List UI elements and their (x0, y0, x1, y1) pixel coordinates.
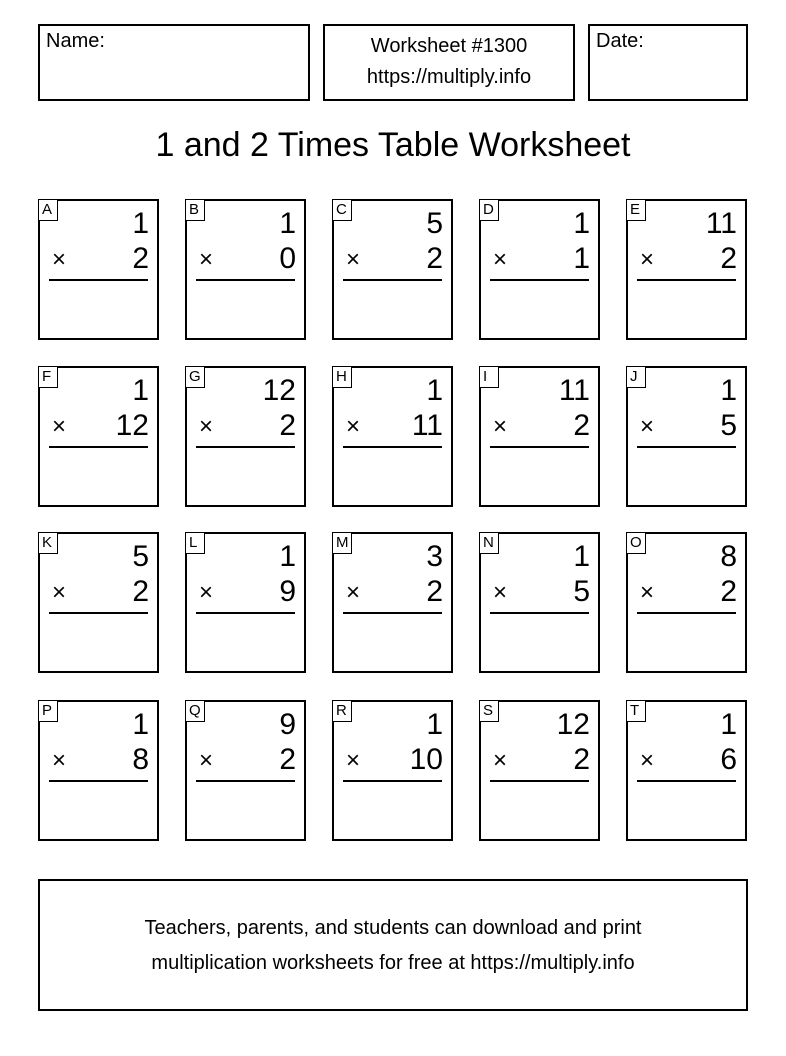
problem-card (479, 199, 600, 340)
problem-letter: N (479, 532, 499, 554)
problem-multiplier: 2 (132, 575, 149, 608)
problem-card (185, 199, 306, 340)
problem-multiplicand: 12 (556, 708, 590, 741)
problem-multiplicand: 3 (426, 540, 443, 573)
problem-multiplicand: 9 (279, 708, 296, 741)
problem-multiplier: 9 (279, 575, 296, 608)
problem-multiplier: 6 (720, 743, 737, 776)
problem-card (185, 366, 306, 507)
problem-letter: F (38, 366, 58, 388)
problem-card (626, 366, 747, 507)
answer-line (490, 279, 589, 281)
worksheet-info-box (323, 24, 575, 101)
problem-multiplicand: 11 (705, 207, 737, 240)
problem-letter: E (626, 199, 646, 221)
problem-card (479, 366, 600, 507)
problem-letter: O (626, 532, 646, 554)
worksheet-url: https://multiply.info (366, 66, 532, 88)
problem-multiplier: 2 (573, 409, 590, 442)
times-sign: × (493, 579, 508, 606)
answer-line (343, 780, 442, 782)
problem-card (626, 700, 747, 841)
page-title: 1 and 2 Times Table Worksheet (155, 126, 631, 164)
problem-multiplicand: 5 (426, 207, 443, 240)
problem-letter: P (38, 700, 58, 722)
problem-card (626, 532, 747, 673)
problem-multiplicand: 1 (132, 207, 149, 240)
problem-letter: B (185, 199, 205, 221)
problem-multiplier: 1 (573, 242, 590, 275)
answer-line (637, 446, 736, 448)
problem-letter: G (185, 366, 205, 388)
times-sign: × (493, 747, 508, 774)
footer-line-1: Teachers, parents, and students can download and print (144, 917, 642, 939)
answer-line (637, 780, 736, 782)
times-sign: × (640, 413, 655, 440)
answer-line (343, 279, 442, 281)
times-sign: × (52, 579, 67, 606)
problem-card (332, 532, 453, 673)
problem-card (185, 532, 306, 673)
problem-multiplier: 2 (426, 575, 443, 608)
answer-line (637, 612, 736, 614)
problem-letter: I (479, 366, 499, 388)
problem-multiplicand: 1 (426, 708, 443, 741)
problem-letter: S (479, 700, 499, 722)
problem-letter: H (332, 366, 352, 388)
times-sign: × (199, 246, 214, 273)
problem-multiplier: 2 (279, 409, 296, 442)
problem-letter: Q (185, 700, 205, 722)
problem-multiplier: 5 (720, 409, 737, 442)
problem-multiplier: 2 (720, 242, 737, 275)
problem-card (479, 700, 600, 841)
answer-line (490, 612, 589, 614)
problem-multiplier: 8 (132, 743, 149, 776)
problem-multiplier: 2 (132, 242, 149, 275)
problem-multiplicand: 1 (573, 540, 590, 573)
problem-multiplicand: 5 (132, 540, 149, 573)
times-sign: × (52, 747, 67, 774)
problem-multiplicand: 8 (720, 540, 737, 573)
times-sign: × (640, 579, 655, 606)
name-field-box (38, 24, 310, 101)
problem-multiplicand: 1 (720, 708, 737, 741)
footer-line-2: multiplication worksheets for free at https://multiply.info (151, 952, 635, 974)
problem-letter: C (332, 199, 352, 221)
times-sign: × (52, 246, 67, 273)
problem-multiplicand: 1 (426, 374, 443, 407)
problem-multiplier: 10 (409, 743, 443, 776)
problem-multiplicand: 1 (279, 207, 296, 240)
date-field-box (588, 24, 748, 101)
problem-letter: R (332, 700, 352, 722)
times-sign: × (199, 413, 214, 440)
problem-card (38, 366, 159, 507)
problem-multiplicand: 11 (558, 374, 590, 407)
problem-letter: T (626, 700, 646, 722)
date-label: Date: (596, 30, 644, 52)
answer-line (49, 279, 148, 281)
times-sign: × (199, 579, 214, 606)
problem-multiplicand: 12 (262, 374, 296, 407)
answer-line (637, 279, 736, 281)
times-sign: × (493, 413, 508, 440)
answer-line (49, 612, 148, 614)
times-sign: × (346, 747, 361, 774)
answer-line (196, 780, 295, 782)
answer-line (196, 279, 295, 281)
problem-multiplier: 2 (720, 575, 737, 608)
problem-card (38, 700, 159, 841)
problem-card (332, 366, 453, 507)
times-sign: × (346, 246, 361, 273)
problem-multiplicand: 1 (573, 207, 590, 240)
problem-multiplier: 2 (573, 743, 590, 776)
problem-multiplier: 11 (411, 409, 443, 442)
problem-multiplicand: 1 (720, 374, 737, 407)
answer-line (343, 612, 442, 614)
answer-line (196, 446, 295, 448)
times-sign: × (199, 747, 214, 774)
problem-multiplier: 2 (426, 242, 443, 275)
problem-card (38, 532, 159, 673)
footer-box (38, 879, 748, 1011)
problem-letter: J (626, 366, 646, 388)
times-sign: × (640, 747, 655, 774)
problem-letter: L (185, 532, 205, 554)
problem-multiplier: 2 (279, 743, 296, 776)
answer-line (343, 446, 442, 448)
times-sign: × (346, 413, 361, 440)
problem-card (185, 700, 306, 841)
problem-multiplicand: 1 (132, 374, 149, 407)
times-sign: × (493, 246, 508, 273)
answer-line (490, 780, 589, 782)
problem-multiplicand: 1 (132, 708, 149, 741)
problem-multiplicand: 1 (279, 540, 296, 573)
problem-letter: M (332, 532, 352, 554)
worksheet-number: Worksheet #1300 (370, 35, 528, 57)
name-label: Name: (46, 30, 105, 52)
answer-line (196, 612, 295, 614)
answer-line (490, 446, 589, 448)
problem-card (38, 199, 159, 340)
times-sign: × (346, 579, 361, 606)
problem-multiplier: 5 (573, 575, 590, 608)
problem-card (626, 199, 747, 340)
problem-card (332, 199, 453, 340)
times-sign: × (640, 246, 655, 273)
problem-multiplier: 12 (115, 409, 149, 442)
answer-line (49, 780, 148, 782)
problem-letter: K (38, 532, 58, 554)
problem-card (479, 532, 600, 673)
answer-line (49, 446, 148, 448)
problem-multiplier: 0 (279, 242, 296, 275)
problem-letter: A (38, 199, 58, 221)
problem-card (332, 700, 453, 841)
times-sign: × (52, 413, 67, 440)
problem-letter: D (479, 199, 499, 221)
